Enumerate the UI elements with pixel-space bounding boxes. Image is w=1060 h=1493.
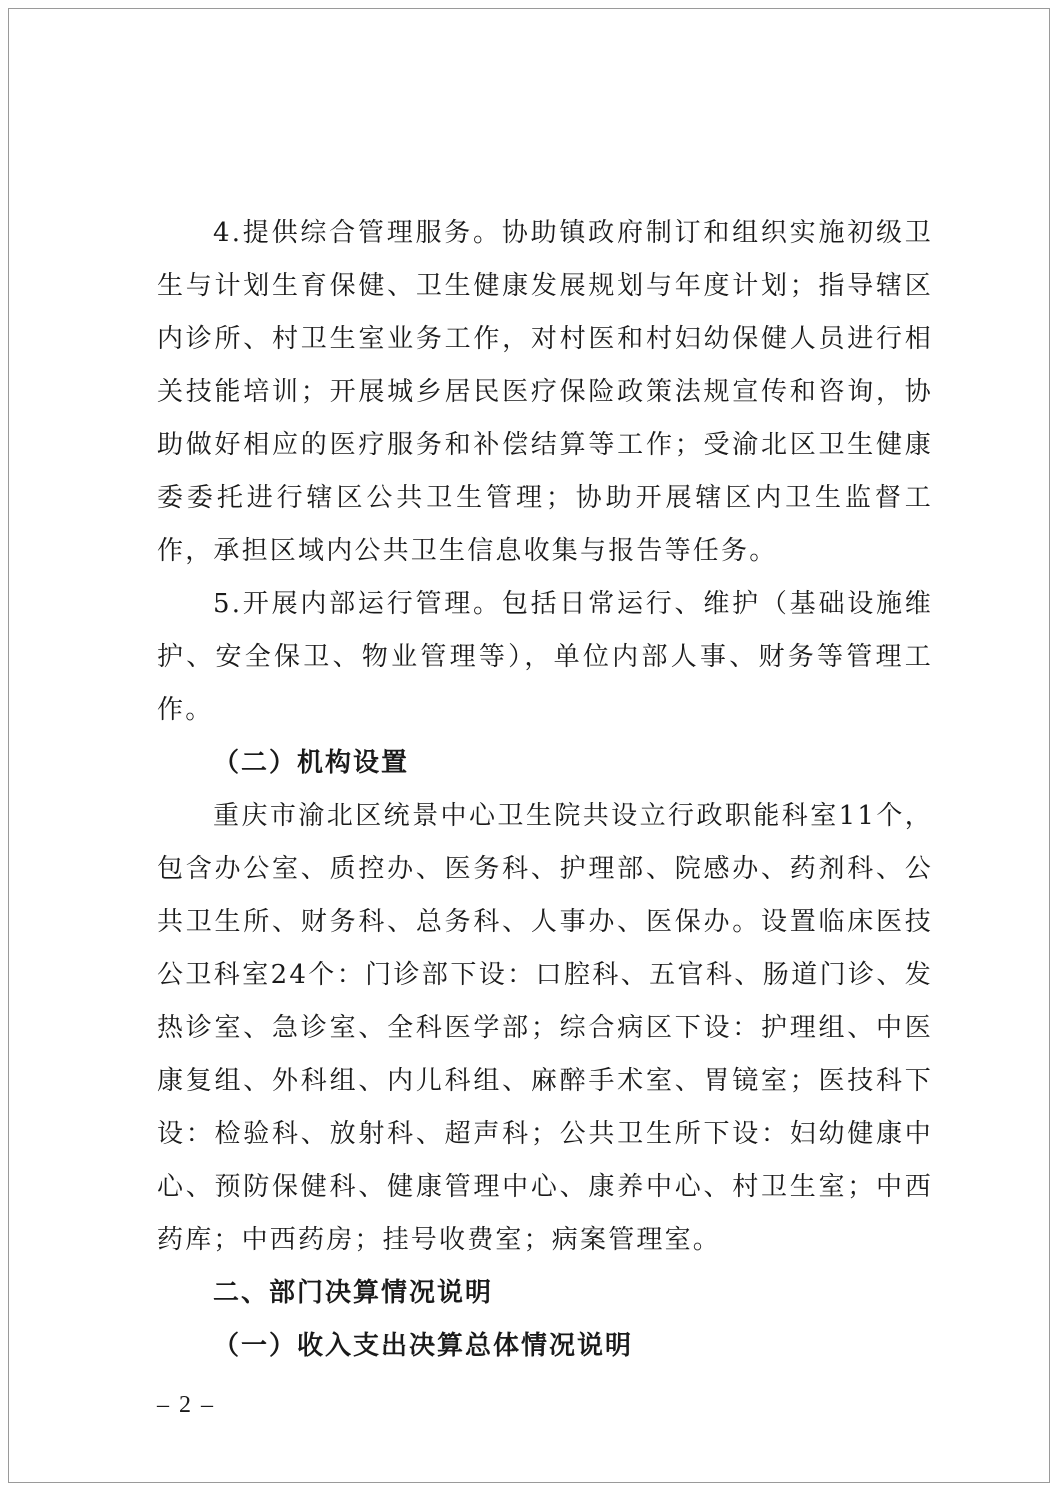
page-number: – 2 – — [157, 1392, 215, 1418]
document-page — [8, 8, 1050, 1483]
paragraph-comprehensive-management: 4.提供综合管理服务。协助镇政府制订和组织实施初级卫生与计划生育保健、卫生健康发展规划与年度计划；指导辖区内诊所、村卫生室业务工作，对村医和村妇幼保健人员进行相关技能培训；开展城乡居民医疗保险政策法规宣传和咨询，协助做好相应的医疗服务和补偿结算等工作；受渝北区卫生健康委委托进行辖区公共卫生管理；协助开展辖区内卫生监督工作，承担区域内公共卫生信息收集与报告等任务。 — [157, 218, 933, 566]
page-content — [157, 207, 933, 1373]
heading-section-two: 二、部门决算情况说明 — [213, 1278, 494, 1308]
paragraph-organization-details: 重庆市渝北区统景中心卫生院共设立行政职能科室11个，包含办公室、质控办、医务科、护理部、院感办、药剂科、公共卫生所、财务科、总务科、人事办、医保办。设置临床医技公卫科室24个：门诊部下设：口腔科、五官科、肠道门诊、发热诊室、急诊室、全科医学部；综合病区下设：护理组、中医康复组、外科组、内儿科组、麻醉手术室、胃镜室；医技科下设：检验科、放射科、超声科；公共卫生所下设：妇幼健康中心、预防保健科、健康管理中心、康养中心、村卫生室；中西药库；中西药房；挂号收费室；病案管理室。 — [157, 801, 933, 1255]
heading-organization-setup: （二）机构设置 — [213, 748, 410, 778]
paragraph-internal-operations: 5.开展内部运行管理。包括日常运行、维护（基础设施维护、安全保卫、物业管理等），单位内部人事、财务等管理工作。 — [157, 589, 933, 725]
heading-income-expense-overview: （一）收入支出决算总体情况说明 — [213, 1331, 634, 1361]
